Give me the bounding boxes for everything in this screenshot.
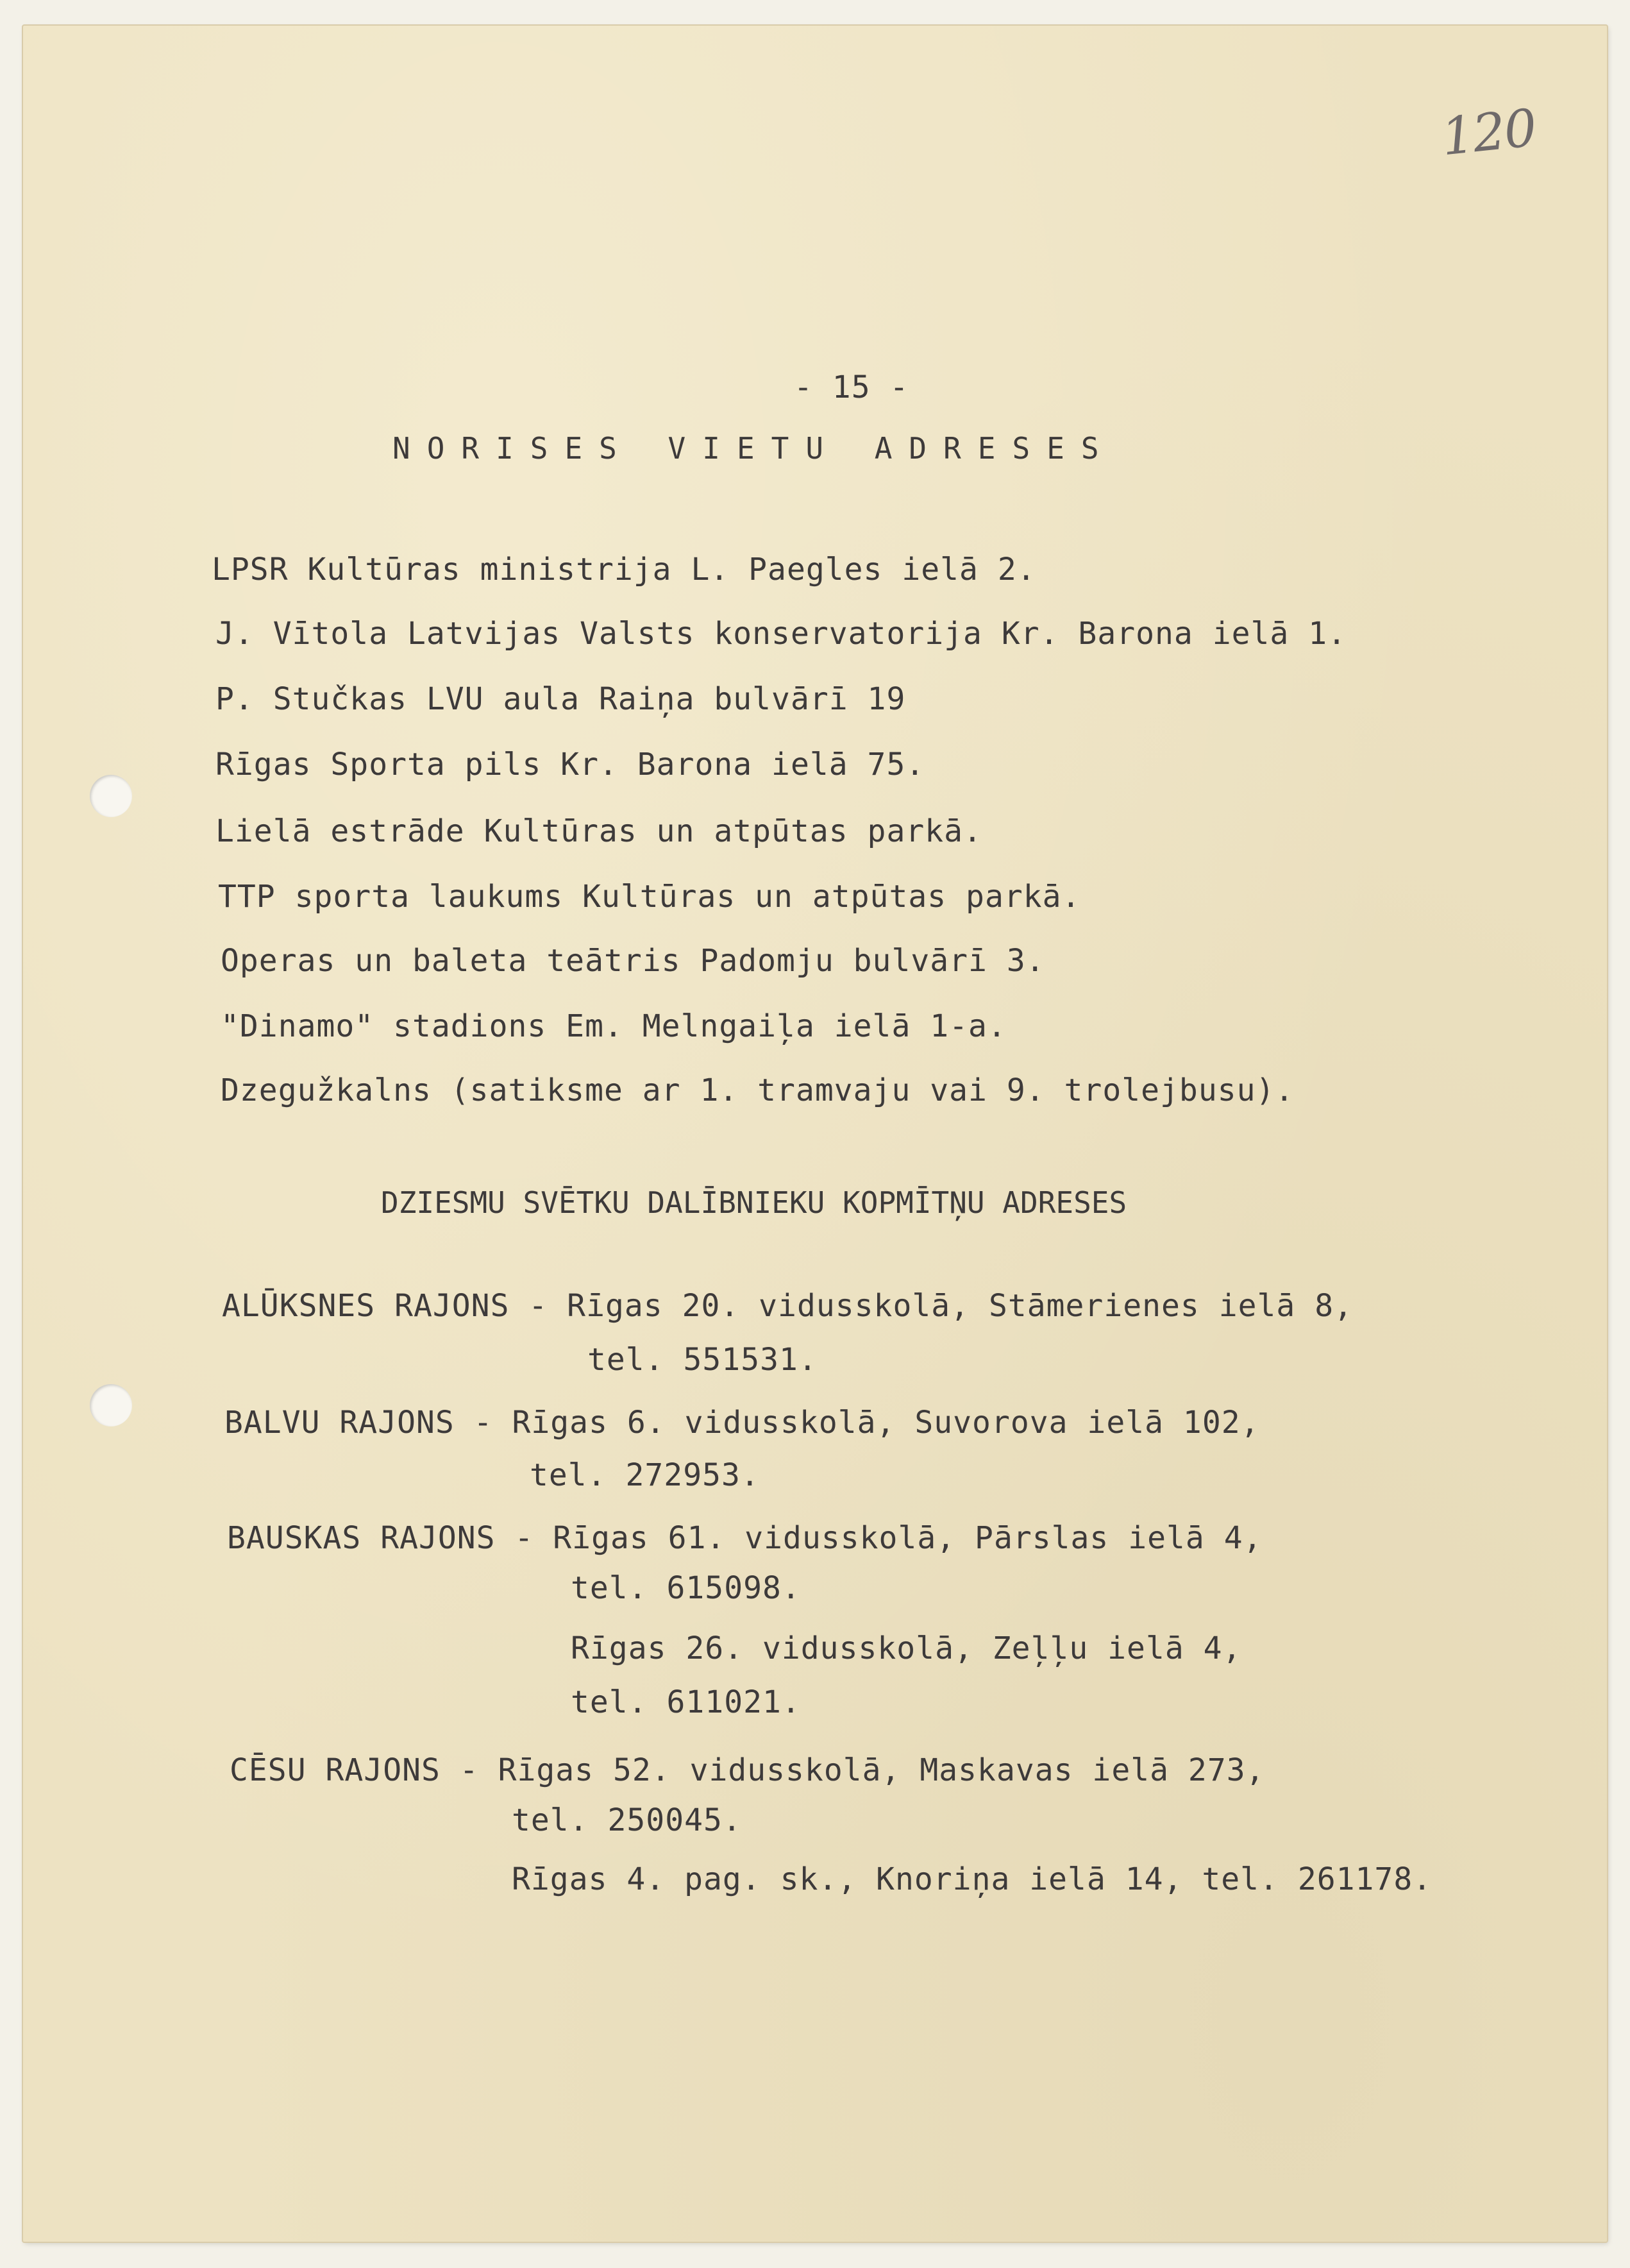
dormitory-line: Rīgas 4. pag. sk., Knoriņa ielā 14, tel. 261178. <box>512 1861 1433 1897</box>
venue-line: Lielā estrāde Kultūras un atpūtas parkā. <box>215 813 982 849</box>
venue-line: P. Stučkas LVU aula Raiņa bulvārī 19 <box>215 681 906 717</box>
venue-line: Dzegužkalns (satiksme ar 1. tramvaju vai 9. trolejbusu). <box>221 1072 1295 1108</box>
document-page <box>23 26 1607 2242</box>
venue-line: J. Vītola Latvijas Valsts konservatorija Kr. Barona ielā 1. <box>215 616 1347 652</box>
dormitory-line: tel. 551531. <box>587 1342 818 1378</box>
dormitory-line: tel. 615098. <box>571 1570 801 1606</box>
dormitory-line: tel. 250045. <box>512 1802 742 1838</box>
folio-number: 120 <box>1438 97 1539 167</box>
venue-line: Rīgas Sporta pils Kr. Barona ielā 75. <box>215 747 925 783</box>
venue-line: Operas un baleta teātris Padomju bulvārī 3. <box>221 943 1045 979</box>
punch-hole-lower <box>90 1384 132 1426</box>
section-heading: DZIESMU SVĒTKU DALĪBNIEKU KOPMĪTŅU ADRESES <box>381 1185 1127 1220</box>
page-number: - 15 - <box>794 369 909 405</box>
dormitory-line: BALVU RAJONS - Rīgas 6. vidusskolā, Suvorova ielā 102, <box>224 1405 1260 1441</box>
venue-line: TTP sporta laukums Kultūras un atpūtas parkā. <box>218 879 1081 915</box>
dormitory-line: CĒSU RAJONS - Rīgas 52. vidusskolā, Maskavas ielā 273, <box>230 1752 1265 1788</box>
dormitory-line: tel. 611021. <box>571 1684 801 1720</box>
dormitory-line: tel. 272953. <box>530 1457 760 1493</box>
punch-hole-upper <box>90 775 132 817</box>
venue-line: "Dinamo" stadions Em. Melngaiļa ielā 1-a. <box>221 1008 1007 1044</box>
page-title: NORISES VIETU ADRESES <box>392 431 1116 466</box>
dormitory-line: BAUSKAS RAJONS - Rīgas 61. vidusskolā, Pārslas ielā 4, <box>227 1520 1263 1556</box>
dormitory-line: Rīgas 26. vidusskolā, Zeļļu ielā 4, <box>571 1630 1242 1666</box>
venue-line: LPSR Kultūras ministrija L. Paegles ielā 2. <box>212 552 1036 588</box>
dormitory-line: ALŪKSNES RAJONS - Rīgas 20. vidusskolā, Stāmerienes ielā 8, <box>222 1288 1354 1324</box>
